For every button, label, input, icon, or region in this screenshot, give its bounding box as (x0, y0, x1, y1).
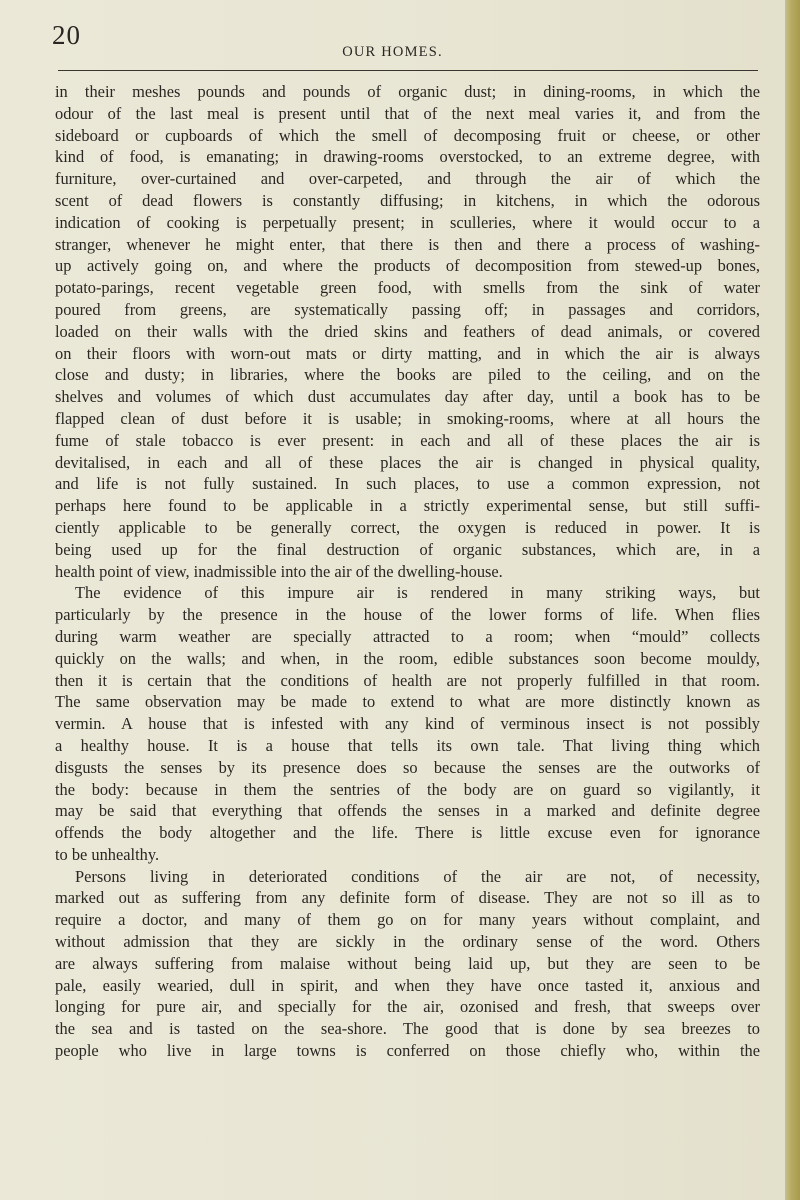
text-line: marked out as suffering from any definite form of disease. They are not so ill as to (55, 888, 760, 908)
text-line: disgusts the senses by its presence does so because the senses are the outworks of (55, 757, 760, 777)
text-line: pale, easily wearied, dull in spirit, and when they have once tasted it, anxious and (55, 975, 760, 995)
header-rule (58, 70, 758, 71)
text-line: require a doctor, and many of them go on for many years without complaint, and (55, 910, 760, 930)
text-line: loaded on their walls with the dried skins and feathers of dead animals, or covered (55, 321, 760, 341)
text-line: and life is not fully sustained. In such places, to use a common expression, not (55, 474, 760, 494)
text-line: The evidence of this impure air is rendered in many striking ways, but (75, 583, 760, 603)
text-line: shelves and volumes of which dust accumulates day after day, until a book has to be (55, 387, 760, 407)
text-line: offends the body altogether and the life. There is little excuse even for ignorance (55, 823, 760, 843)
text-line: ciently applicable to be generally correct, the oxygen is reduced in power. It is (55, 517, 760, 537)
text-line: fume of stale tobacco is ever present: in each and all of these places the air is (55, 430, 760, 450)
text-line: Persons living in deteriorated conditions of the air are not, of necessity, (75, 866, 760, 886)
text-line: up actively going on, and where the products of decomposition from stewed-up bones, (55, 256, 760, 276)
text-line: vermin. A house that is infested with any kind of verminous insect is not possibly (55, 714, 760, 734)
text-line: kind of food, is emanating; in drawing-rooms overstocked, to an extreme degree, with (55, 147, 760, 167)
text-line: may be said that everything that offends the senses in a marked and definite degree (55, 801, 760, 821)
text-line: poured from greens, are systematically passing off; in passages and corridors, (55, 299, 760, 319)
text-line: health point of view, inadmissible into the air of the dwelling-house. (55, 561, 503, 581)
text-line: longing for pure air, and specially for the air, ozonised and fresh, that sweeps over (55, 997, 760, 1017)
text-line: without admission that they are sickly in the ordinary sense of the word. Others (55, 932, 760, 952)
text-line: indication of cooking is perpetually present; in sculleries, where it would occur to a (55, 212, 760, 232)
text-line: particularly by the presence in the house of the lower forms of life. When flies (55, 605, 760, 625)
text-line: the sea and is tasted on the sea-shore. The good that is done by sea breezes to (55, 1019, 760, 1039)
page-number: 20 (52, 20, 81, 50)
text-line: perhaps here found to be applicable in a strictly experimental sense, but still suffi- (55, 496, 760, 516)
text-line: potato-parings, recent vegetable green food, with smells from the sink of water (55, 278, 760, 298)
text-line: a healthy house. It is a house that tells its own tale. That living thing which (55, 735, 760, 755)
text-line: being used up for the final destruction of organic substances, which are, in a (55, 539, 760, 559)
text-line: The same observation may be made to extend to what are more distinctly known as (55, 692, 760, 712)
text-line: furniture, over-curtained and over-carpeted, and through the air of which the (55, 169, 760, 189)
text-line: scent of dead flowers is constantly diffusing; in kitchens, in which the odorous (55, 190, 760, 210)
text-line: on their floors with worn-out mats or dirty matting, and in which the air is always (55, 343, 760, 363)
text-line: close and dusty; in libraries, where the books are piled to the ceiling, and on the (55, 365, 760, 385)
text-line: flapped clean of dust before it is usable; in smoking-rooms, where at all hours the (55, 408, 760, 428)
text-line: devitalised, in each and all of these places the air is changed in physical quality, (55, 452, 760, 472)
text-line: quickly on the walls; and when, in the room, edible substances soon become mouldy, (55, 648, 760, 668)
text-line: in their meshes pounds and pounds of organic dust; in dining-rooms, in which the (55, 82, 760, 101)
text-line: stranger, whenever he might enter, that there is then and there a process of washing- (55, 234, 760, 254)
text-line: sideboard or cupboards of which the smell of decomposing fruit or cheese, or other (55, 125, 760, 145)
body-text (55, 81, 760, 1062)
text-line: people who live in large towns is conferred on those chiefly who, within the (55, 1041, 760, 1061)
text-line: the body: because in them the sentries of the body are on guard so vigilantly, it (55, 779, 760, 799)
page-edge (785, 0, 800, 1200)
text-line: to be unhealthy. (55, 844, 160, 864)
text-line: then it is certain that the conditions of health are not properly fulfilled in that room. (55, 670, 760, 690)
text-line: odour of the last meal is present until that of the next meal varies it, and from the (55, 103, 760, 123)
text-line: during warm weather are specially attracted to a room; when “mould” collects (55, 626, 760, 646)
running-head: OUR HOMES. (342, 44, 443, 60)
text-line: are always suffering from malaise without being laid up, but they are seen to be (55, 953, 760, 973)
